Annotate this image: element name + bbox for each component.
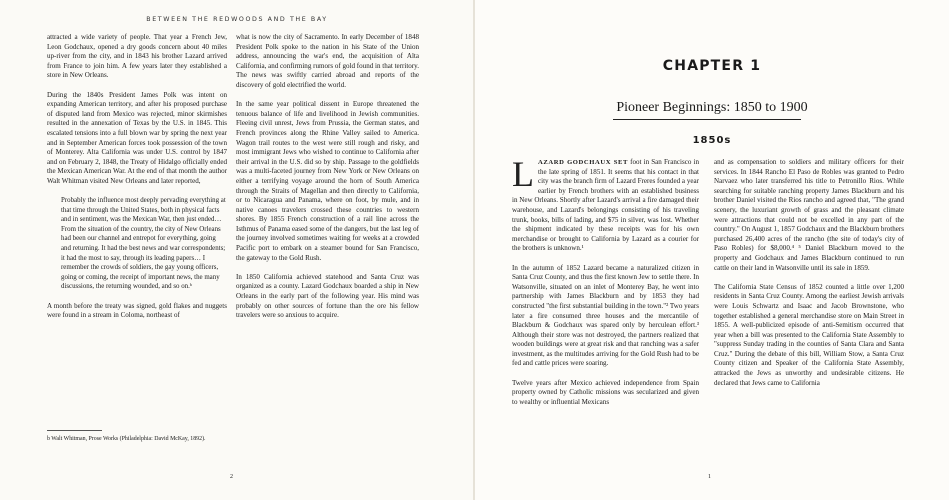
- paragraph: what is now the city of Sacramento. In early December of 1848 President Polk spoke to the nation in his State of the Union address, announcing the war's end, the acquisition of Alta California, and confirming rumors of gold found in that territory. The news was swiftly carried abroad and reports of the discovery of gold electrified the world.: [236, 33, 419, 89]
- left-column-1: [47, 33, 227, 330]
- paragraph: In the autumn of 1852 Lazard became a naturalized citizen in Santa Cruz County, and thus the first known Jew to settle there. In Watsonville, situated on an inlet of Monterey Bay, he went into partnership with James Blackburn and by 1853 they had constructed "the first substantial building in the town."² Two years later a fire consumed three houses and the mercantile of Blackburn & Godchaux was spared only by herculean effort.³ Although their store was not destroyed, the partners realized that wooden buildings were at great risk and that ranching was a safer investment, as the multitudes arriving for the Gold Rush had to be fed and cattle prices were soaring.: [512, 263, 699, 368]
- running-head: BETWEEN THE REDWOODS AND THE BAY: [146, 16, 328, 23]
- title-rule: [613, 119, 801, 120]
- right-column-2: [714, 158, 904, 398]
- lead-text: foot in San Francisco in the late spring of 1851. It seems that his contact in that city was the branch firm of Lazard Freres founded a year earlier by French brothers with an established business in New Orleans. Shortly after Lazard's arrival a fire damaged their warehouse, and Lazard's belongings consisting of his traveling trunk, books, bills of lading, and $75 in silver, was lost. Whether the shipment indicated by these receipts was for his own merchandise or brought to California by Lazard as a courier for the brothers is unknown.¹: [512, 158, 700, 253]
- section-heading: 1850s: [692, 135, 732, 146]
- right-column-1: [512, 154, 700, 417]
- paragraph: A month before the treaty was signed, gold flakes and nuggets were found in a stream in Coloma, northeast of: [47, 301, 227, 320]
- page-number: 1: [708, 474, 711, 480]
- lead-in-smallcaps: AZARD GODCHAUX SET: [538, 159, 628, 166]
- paragraph: In 1850 California achieved statehood and Santa Cruz was organized as a county. Lazard Godchaux boarded a ship in New Orleans in the early part of the following year. His mind was probably on other sources of fortune than the ore his fellow travelers were so anxious to acquire.: [236, 272, 419, 320]
- chapter-title: Pioneer Beginnings: 1850 to 1900: [616, 100, 808, 115]
- left-column-2: [236, 33, 419, 330]
- paragraph: and as compensation to soldiers and military officers for their services. In 1844 Rancho El Paso de Robles was granted to Pedro Narvaez who later transferred his title to Petronillo Rios. While searching for suitable ranching property James Blackburn and his brother Daniel visited the Rios rancho and agreed that, "The grand scenery, the luxuriant growth of grass and the pleasant climate were attractions that could not be excelled in any part of the country." On August 1, 1857 Godchaux and the Blackburn brothers purchased 26,400 acres of the rancho (the site of today's city of Paso Robles) for $8,000.⁴ ⁵ Daniel Blackburn moved to the property and Godchaux and James Blackburn continued to run cattle on their land in Watsonville until its sale in 1859.: [714, 158, 904, 272]
- block-quote: Probably the influence most deeply pervading everything at that time through the United States, both in physical facts and in sentiment, was the Mexican War, then just ended… From the situation of the country, the city of New Orleans had been our channel and entrepot for everything, going and returning. It had the best news and war correspondents; it had the most to say, through its leading papers… I remember the crowds of soldiers, the gay young officers, going or coming, the receipt of important news, the many discussions, the returning wounded, and so on.ᵇ: [61, 197, 226, 291]
- paragraph: The California State Census of 1852 counted a little over 1,200 residents in Santa Cruz County. Among the earliest Jewish arrivals were Louis Schwartz and Isaac and Jacob Brownstone, who together established a general merchandise store on Main Street in 1855. A well-publicized episode of anti-Semitism occurred that year when a bill was presented to the California State Assembly to "suppress Sunday trading in the counties of Santa Clara and Santa Cruz." During the debate of this bill, William Stow, a Santa Cruz County citizen and Speaker of the California State Assembly, attracked the Jews as unworthy and undesirable citizens. He declared that Jews came to California: [714, 282, 904, 387]
- drop-cap: L: [512, 154, 534, 194]
- chapter-label: CHAPTER 1: [662, 58, 762, 74]
- paragraph: attracted a wide variety of people. That year a French Jew, Leon Godchaux, opened a dry goods concern about 40 miles up-river from the city, and in 1843 his brother Lazard arrived from France to join him. A few years later they established a store in New Orleans.: [47, 33, 227, 80]
- paragraph: Twelve years after Mexico achieved independence from Spain property owned by Catholic missions was secularized and given to wealthy or influential Mexicans: [512, 378, 699, 406]
- paragraph: During the 1840s President James Polk was intent on expanding American territory, and after his proposed purchase of disputed land from Mexico was rejected, minor skirmishes resulted in the annexation of Texas by the U.S. in 1845. This escalated tensions into a full blown war by spring the next year and in September American forces took possession of the town of Monterey. Alta California was under U.S. control by 1847 and on February 2, 1848, the Treaty of Hidalgo officially ended the Mexican American War. At the end of that month the author Walt Whitman visited New Orleans and later reported,: [47, 90, 227, 185]
- page-number: 2: [230, 474, 233, 480]
- lead-paragraph: [512, 154, 700, 254]
- footnote: b Walt Whitman, Prose Works (Philadelphia: David McKay, 1892).: [47, 436, 206, 442]
- footnote-divider: [47, 430, 102, 431]
- left-page: [0, 0, 474, 500]
- right-page: [475, 0, 949, 500]
- paragraph: In the same year political dissent in Europe threatened the tenuous balance of life and livelihood in Jewish communities. Fleeing civil unrest, Jews from Prussia, the German states, and French provinces along the Rhine Valley sailed to America. Wagon trail routes to the west were still rough and risky, and most immigrant Jews who wished to continue to California after their arrival in the U.S. did so by ship. Passage to the goldfields was a multi-faceted journey from New York or New Orleans on either a terrifying voyage around the horn of South America through the Straits of Magellan and then directly to California, or to Nicaragua and Panama, where on foot, by mule, and in native canoes travelers crossed these countries to western shores. By 1855 French construction of a rail line across the Isthmus of Panama eased some of the dangers, but the last leg of the journey involved sometimes waiting for weeks at a crowded Pacific port to embark on a steamer bound for San Francisco, the gateway to the Gold Rush.: [236, 100, 419, 262]
